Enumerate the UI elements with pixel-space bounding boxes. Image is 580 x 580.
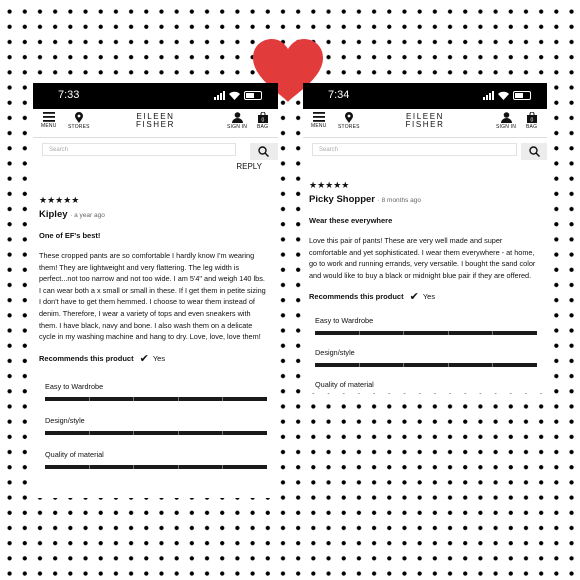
logo-line-1: EILEEN <box>136 112 175 121</box>
stores-label: STORES <box>68 124 90 130</box>
battery-icon <box>244 91 262 100</box>
rating-bar <box>315 363 537 367</box>
review-date: · a year ago <box>70 212 105 219</box>
logo-line-2: FISHER <box>405 120 445 129</box>
stores-button[interactable] <box>338 112 360 130</box>
brand-logo[interactable] <box>406 113 445 129</box>
bag-count: 0 <box>261 117 265 123</box>
rating-label: Easy to Wardrobe <box>315 316 374 326</box>
menu-button[interactable] <box>41 112 57 129</box>
location-pin-icon <box>75 112 83 123</box>
system-icons <box>483 91 531 100</box>
reply-link[interactable]: REPLY <box>236 162 262 171</box>
rating-label: Easy to Wardrobe <box>45 381 104 391</box>
review-card <box>309 180 537 393</box>
rating-design-style <box>309 348 537 367</box>
search-row <box>33 138 278 162</box>
status-bar <box>33 83 278 109</box>
sign-in-button[interactable] <box>227 112 247 130</box>
rating-bar <box>45 465 267 469</box>
logo-line-1: EILEEN <box>405 112 445 121</box>
author-name: Picky Shopper <box>309 194 375 205</box>
bag-label: BAG <box>526 124 538 130</box>
recommends-value: Yes <box>422 292 436 302</box>
sign-in-button[interactable] <box>496 112 516 130</box>
review-body: These cropped pants are so comfortable I hardly know I'm wearing them! They are lightweight and very flattering. The leg width is perfect...not too narrow and not too wide. I am 5'4" and weigh 140 lbs. I can wear both a x small or small in these. If I get them in petite sizing I don't have to get them hemmed. I choose to wear them instead of denim. Therefore, I wear a variety of tops and even sneakers with them. I have black, navy and bone. I also wash them on a delicate cycle in my washing machine and hang to dry. Love, love, love them! <box>39 251 266 342</box>
site-header <box>33 109 278 138</box>
rating-easy-to-wardrobe <box>39 382 268 401</box>
wifi-icon <box>229 91 240 100</box>
shopping-bag-icon <box>527 112 537 123</box>
checkmark-icon: ✔ <box>139 352 149 365</box>
rating-quality-of-material <box>309 380 537 393</box>
user-icon <box>501 112 512 123</box>
status-time: 7:34 <box>328 89 350 101</box>
rating-bar <box>315 331 537 335</box>
recommends-value: Yes <box>152 353 166 363</box>
search-button[interactable] <box>521 143 547 160</box>
search-icon <box>258 146 269 157</box>
system-icons <box>214 91 262 100</box>
bag-button[interactable] <box>257 112 268 130</box>
search-input[interactable]: Search <box>42 143 236 156</box>
menu-label: MENU <box>311 123 327 129</box>
recommends-row <box>39 352 268 365</box>
logo-line-2: FISHER <box>136 120 175 129</box>
sign-in-label: SIGN IN <box>227 124 248 130</box>
stores-label: STORES <box>338 124 360 130</box>
menu-label: MENU <box>41 123 57 129</box>
recommends-row <box>309 290 537 303</box>
star-rating: ★★★★★ <box>39 195 80 205</box>
checkmark-icon: ✔ <box>409 291 419 304</box>
rating-label: Quality of material <box>315 380 374 390</box>
menu-button[interactable] <box>311 112 327 129</box>
shopping-bag-icon <box>258 112 268 123</box>
bag-label: BAG <box>257 124 269 130</box>
search-button[interactable] <box>250 143 278 160</box>
phone-screenshot-left <box>33 83 278 498</box>
location-pin-icon <box>345 112 353 123</box>
recommends-label: Recommends this product <box>309 292 404 302</box>
rating-design-style <box>39 416 268 435</box>
signal-icon <box>483 91 494 100</box>
rating-label: Quality of material <box>45 449 104 459</box>
rating-label: Design/style <box>45 415 85 425</box>
status-time: 7:33 <box>58 89 80 101</box>
brand-logo[interactable] <box>136 113 175 129</box>
search-input[interactable]: Search <box>312 143 517 156</box>
wifi-icon <box>498 91 509 100</box>
stores-button[interactable] <box>68 112 90 130</box>
site-header <box>303 109 547 138</box>
hamburger-icon <box>43 112 55 122</box>
recommends-label: Recommends this product <box>39 353 134 363</box>
phone-screenshot-right <box>303 83 547 393</box>
signal-icon <box>214 91 225 100</box>
search-icon <box>529 146 540 157</box>
rating-easy-to-wardrobe <box>309 316 537 335</box>
review-body: Love this pair of pants! These are very well made and super comfortable and yet sophisticated. I wear them everywhere - at home, go to work and running errands, very versatile. I bought the sand color and would like to buy a black or midnight blue pair if they are offered. <box>309 236 536 280</box>
review-date: · 8 months ago <box>377 197 421 204</box>
author-name: Kipley <box>39 209 68 220</box>
rating-quality-of-material <box>39 450 268 469</box>
hamburger-icon <box>313 112 325 122</box>
bag-count: 0 <box>530 117 534 123</box>
search-row <box>303 138 547 162</box>
battery-icon <box>513 91 531 100</box>
bag-button[interactable] <box>526 112 537 130</box>
review-author <box>39 209 268 220</box>
sign-in-label: SIGN IN <box>496 124 517 130</box>
rating-label: Design/style <box>315 348 355 358</box>
review-title: One of EF's best! <box>39 231 101 240</box>
rating-bar <box>45 431 267 435</box>
status-bar <box>303 83 547 109</box>
rating-bar <box>45 397 267 401</box>
user-icon <box>232 112 243 123</box>
review-author <box>309 194 537 205</box>
review-card <box>39 195 268 469</box>
star-rating: ★★★★★ <box>309 180 350 190</box>
review-title: Wear these everywhere <box>309 216 393 225</box>
